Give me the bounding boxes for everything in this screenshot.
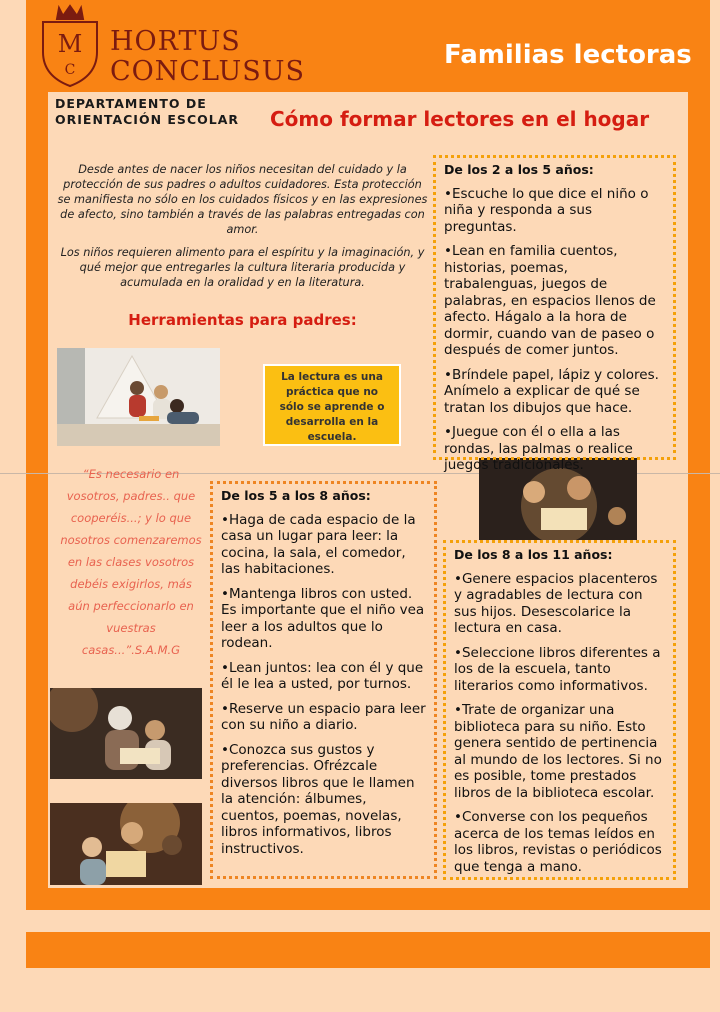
reading-note-callout	[263, 364, 401, 446]
main-heading: Cómo formar lectores en el hogar	[270, 107, 650, 131]
age-8-11-title: De los 8 a los 11 años:	[454, 547, 613, 562]
founder-quote: “Es necesario en vosotros, padres.. que cooperéis...; y lo que nosotros comenzaremos en las clases vosotros debéis exigirlos, más aún perfeccionarlo en vuestras casas...”.S.A.M.G	[60, 467, 202, 657]
age-2-5-box	[433, 155, 676, 473]
list-item: •Lean juntos: lea con él y que él le lea a usted, por turnos.	[221, 659, 424, 692]
age-5-8-title: De los 5 a los 8 años:	[221, 488, 371, 503]
page-title: Familias lectoras	[444, 40, 692, 70]
list-item: •Reserve un espacio para leer con su niño a diario.	[221, 700, 426, 733]
logo-text-top: HORTUS	[110, 26, 241, 57]
bottom-bar	[26, 932, 710, 968]
tools-heading: Herramientas para padres:	[128, 311, 357, 329]
list-item: •Haga de cada espacio de la casa un lugar para leer: la cocina, la sala, el comedor, las habitaciones.	[221, 511, 416, 577]
grandmother-reading-photo	[50, 688, 202, 779]
list-item: •Seleccione libros diferentes a los de la escuela, tanto literarios como informativos.	[454, 644, 661, 694]
age-2-5-title: De los 2 a los 5 años:	[444, 162, 594, 177]
department-label: DEPARTAMENTO DE ORIENTACIÓN ESCOLAR	[55, 96, 240, 127]
list-item: •Bríndele papel, lápiz y colores. Anímelo a explicar de qué se tratan los dibujos que hace.	[444, 366, 659, 416]
svg-text:C: C	[64, 62, 76, 78]
school-crest-logo	[37, 2, 103, 88]
list-item: •Converse con los pequeños acerca de los temas leídos en los libros, revistas o periódicos que tenga a mano.	[454, 809, 662, 875]
mother-children-book-photo	[50, 803, 202, 885]
list-item: •Genere espacios placenteros y agradables de lectura con sus hijos. Desescolarice la lectura en casa.	[454, 570, 658, 636]
family-reading-photo	[57, 348, 220, 446]
intro-paragraph: Desde antes de nacer los niños necesitan del cuidado y la protección de sus padres o adultos cuidadores. Esta protección se manifiesta no sólo en los cuidados físicos y en las expresiones de afecto, sino también a través de las palabras entregadas con amor.	[57, 163, 428, 236]
note-text: La lectura es una práctica que no sólo se aprende o desarrolla en la escuela.	[279, 371, 385, 443]
logo-text-bottom: CONCLUSUS	[110, 56, 306, 87]
list-item: •Escuche lo que dice el niño o niña y responda a sus preguntas.	[444, 185, 649, 235]
list-item: •Conozca sus gustos y preferencias. Ofrézcale diversos libros que le llamen la atención: álbumes, cuentos, poemas, novelas, libros informativos, libros instructivos.	[221, 741, 415, 857]
age-8-11-box	[443, 540, 676, 880]
list-item: •Mantenga libros con usted. Es importante que el niño vea leer a los adultos que lo rodean.	[221, 585, 425, 651]
list-item: •Juegue con él o ella a las rondas, las palmas o realice juegos tradicionales.	[444, 424, 633, 473]
intro-paragraph: Los niños requieren alimento para el espíritu y la imaginación, y qué mejor que entregarles la cultura literaria producida y acumulada en la oralidad y en la literatura.	[60, 246, 425, 289]
list-item: •Lean en familia cuentos, historias, poemas, trabalenguas, juegos de palabras, en espacios llenos de afecto. Hágalo a la hora de dormir, cuando van de paseo o después de comer juntos.	[444, 243, 656, 358]
list-item: •Trate de organizar una biblioteca para su niño. Esto genera sentido de pertinencia al mundo de los lectores. Si no es posible, tome prestados libros de la biblioteca escolar.	[454, 702, 662, 801]
svg-text:M: M	[57, 30, 83, 58]
age-5-8-box	[210, 481, 437, 879]
intro-text	[55, 162, 430, 298]
